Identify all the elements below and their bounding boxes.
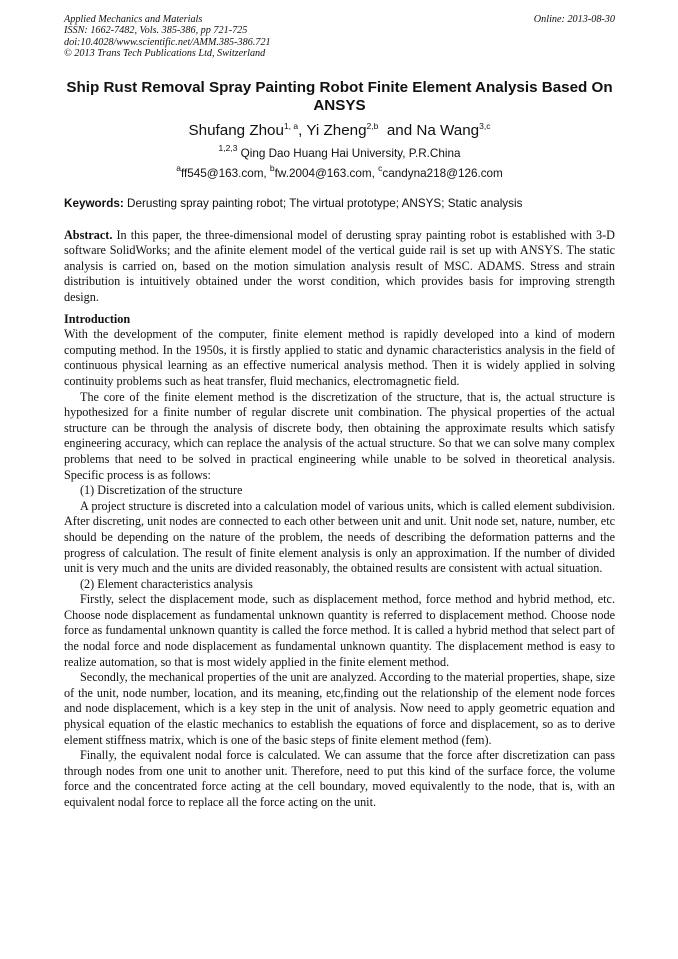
abstract-text: In this paper, the three-dimensional model of derusting spray painting robot is established with 3-D software SolidWorks; and the afinite element model of the vertical guide rail is set up with ANSYS. The static analysis is carried on, based on the motion simulation analysis result of MSC. ADAMS. Stress and strain distribution is intuitively obtained under the worst condition, which provides basis for improving strength design.	[64, 227, 615, 304]
introduction-body	[64, 327, 625, 810]
paper-title: Ship Rust Removal Spray Painting Robot Finite Element Analysis Based On ANSYS	[66, 78, 613, 114]
paragraph: A project structure is discreted into a calculation model of various units, which is called element subdivision. After discreting, unit nodes are connected to each other between unit and unit. Unit node set, nature, number, etc should be depending on the nature of the problem, the needs of describing the deformation patterns and the progress of calculation. The result of finite element analysis is only an approximation. If the number of divided unit is very much and the units are divided reasonably, the obtained results are consistent with actual situation.	[64, 498, 615, 576]
affiliation	[64, 142, 615, 161]
author-name: Shufang Zhou	[188, 121, 284, 139]
paragraph: Firstly, select the displacement mode, such as displacement method, force method and hybrid method, etc. Choose node displacement as fundamental unknown quantity is referred to displacement method. Choose node force as fundamental unknown quantity is called the force method. It is called a hybrid method that select part of the nodal force and node displacement as fundamental unknown quantity. The displacement method is easy to realize automation, so that is most widely applied in the finite element method.	[64, 592, 615, 669]
keywords	[64, 197, 615, 211]
keywords-text: Derusting spray painting robot; The virtual prototype; ANSYS; Static analysis	[123, 196, 523, 210]
email-b[interactable]: fw.2004@163.com,	[274, 166, 379, 180]
email-c[interactable]: candyna218@126.com	[382, 166, 503, 180]
journal-header	[64, 14, 615, 60]
journal-name: Applied Mechanics and Materials	[64, 14, 203, 25]
abstract	[64, 228, 615, 306]
email-sup: a	[176, 162, 181, 173]
section-heading-introduction: Introduction	[64, 311, 131, 326]
author-sup: 1, a	[283, 120, 299, 131]
affiliation-sup: 1,2,3	[218, 142, 238, 153]
subheading: (2) Element characteristics analysis	[80, 576, 253, 591]
author-name: Na Wang	[416, 121, 480, 139]
issn-line: ISSN: 1662-7482, Vols. 385-386, pp 721-725	[64, 25, 248, 37]
keywords-label: Keywords:	[64, 196, 124, 210]
author-sep: and	[378, 121, 417, 139]
doi-line: doi:10.4028/www.scientific.net/AMM.385-386.721	[64, 36, 271, 48]
copyright-line: © 2013 Trans Tech Publications Ltd, Switzerland	[64, 48, 266, 60]
author-sup: 3,c	[479, 120, 491, 131]
email-sup: c	[378, 162, 383, 173]
email-sup: b	[269, 162, 275, 173]
author-sep: ,	[298, 121, 307, 139]
author-name: Yi Zheng	[306, 121, 367, 139]
email-a[interactable]: ff545@163.com,	[180, 166, 270, 180]
author-sup: 2,b	[366, 120, 379, 131]
online-date: Online: 2013-08-30	[533, 14, 615, 25]
abstract-label: Abstract.	[64, 227, 113, 242]
paragraph: Secondly, the mechanical properties of the unit are analyzed. According to the material properties, shape, size of the unit, node number, location, and its meaning, etc,finding out the relationship of the element node forces and node displacement, which is a key step in the unit of analysis. Now need to apply geometric equation and physical equation of the elastic mechanics to establish the equations of force and displacement, so as to derive element stiffness matrix, which is one of the basic steps of finite element method (fem).	[64, 670, 615, 747]
paragraph: Finally, the equivalent nodal force is calculated. We can assume that the force after discretization can pass through nodes from one unit to another unit. Therefore, need to put this kind of the surface force, the volume force and the concentrated force acting at the cell boundary, moved equivalently to the node, that is, with an equivalent nodal force to replace all the force acting on the unit.	[64, 748, 615, 809]
affiliation-text: Qing Dao Huang Hai University, P.R.China	[237, 146, 461, 160]
paragraph: With the development of the computer, finite element method is rapidly developed into a kind of modern computing method. In the 1950s, it is firstly applied to static and dynamic characteristics analysis in the field of continuous physical learning as an effective numerical analysis method. Then it is widely applied in solving continuity problems such as heat transfer, fluid mechanics, electromagnetic field.	[64, 327, 615, 388]
paper-page	[64, 14, 625, 811]
paragraph: The core of the finite element method is the discretization of the structure, that is, the actual structure is hypothesized for a finite number of regular discrete unit combination. The physical properties of the actual structure can be through the analysis of discrete body, then obtaining the approximate results which satisfy engineering accuracy, which can replace the analysis of the actual structure. So that we can solve many complex problems that need to be solved in practical engineering while unable to be solved in theoretical analysis. Specific process is as follows:	[64, 389, 625, 482]
subheading: (1) Discretization of the structure	[80, 483, 243, 498]
email-list	[64, 162, 615, 181]
author-list	[64, 121, 615, 140]
